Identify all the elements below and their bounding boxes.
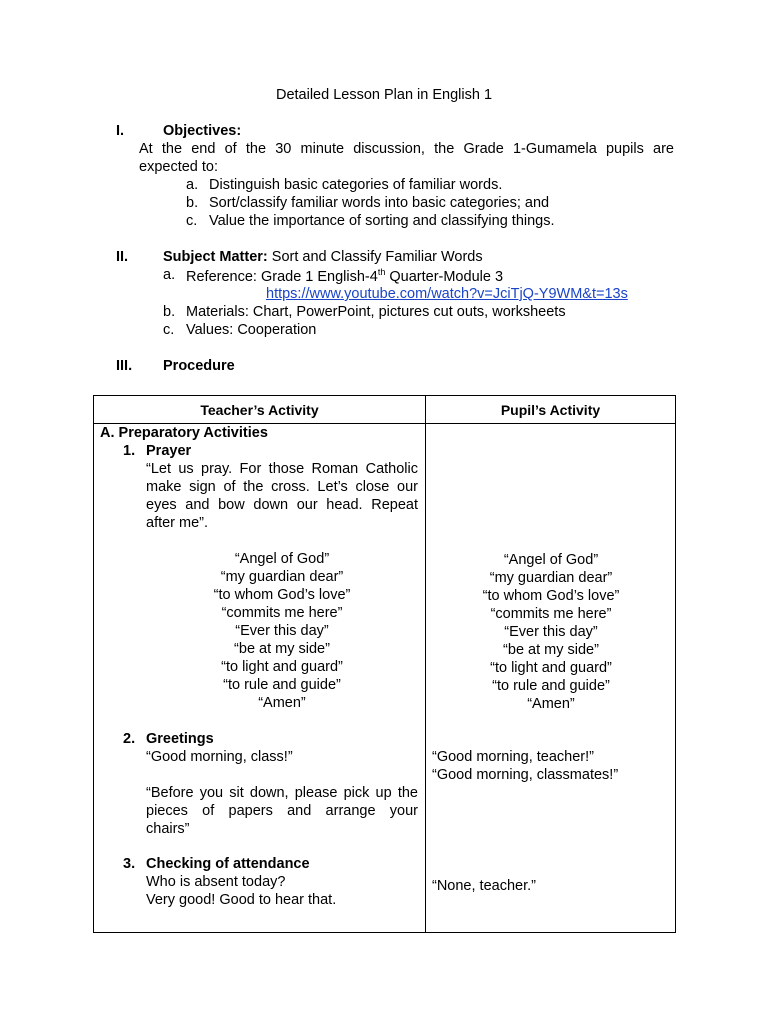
prayer-line: “Angel of God”: [234, 551, 330, 567]
reference-tail: Quarter-Module 3: [385, 268, 504, 285]
materials-letter: b.: [163, 304, 176, 320]
teacher-activity-cell: [94, 424, 426, 933]
prayer-instruction-line4: after me”.: [146, 515, 209, 531]
prayer-line: “to rule and guide”: [223, 677, 341, 693]
objectives-intro-line1: At the end of the 30 minute discussion, the Grade 1-Gumamela pupils are: [139, 141, 674, 157]
prayer-line: “to light and guard”: [490, 660, 612, 676]
pupil-greeting-classmates: “Good morning, classmates!”: [432, 767, 619, 783]
reference-line: [186, 267, 503, 285]
greetings-instruction-line3: chairs”: [146, 821, 190, 837]
prayer-instruction-line2: make sign of the cross. Let’s close our: [146, 479, 418, 495]
prayer-line: “commits me here”: [221, 605, 343, 621]
prayer-heading: Prayer: [146, 443, 192, 459]
greetings-heading: Greetings: [146, 731, 214, 747]
objective-item-letter: a.: [186, 177, 199, 193]
prayer-line: “to whom God’s love”: [213, 587, 351, 603]
prayer-line: “be at my side”: [234, 641, 330, 657]
subject-line: [163, 249, 483, 265]
table-header-row: [94, 396, 676, 424]
objective-item-text: Distinguish basic categories of familiar words.: [209, 177, 503, 193]
prayer-line: “commits me here”: [490, 606, 612, 622]
pupil-attendance-response: “None, teacher.”: [432, 878, 536, 894]
table-row: [94, 424, 676, 933]
prayer-line: “Amen”: [258, 695, 306, 711]
prayer-line: “to rule and guide”: [492, 678, 610, 694]
prayer-line: “be at my side”: [503, 642, 599, 658]
objective-item-text: Sort/classify familiar words into basic categories; and: [209, 195, 550, 211]
pupil-prayer-lines: [426, 551, 676, 713]
subject-numeral: II.: [116, 249, 129, 265]
materials-text: Materials: Chart, PowerPoint, pictures cut outs, worksheets: [186, 304, 566, 320]
objective-item-letter: b.: [186, 195, 199, 211]
prayer-instruction-line1: “Let us pray. For those Roman Catholic: [146, 461, 418, 477]
objective-item-letter: c.: [186, 213, 198, 229]
subject-heading: Subject Matter:: [163, 249, 268, 265]
prayer-line: “my guardian dear”: [489, 570, 613, 586]
section-heading: A. Preparatory Activities: [100, 425, 268, 441]
subject-value: Sort and Classify Familiar Words: [267, 249, 483, 265]
pupil-activity-header: Pupil’s Activity: [426, 396, 676, 424]
objective-item-text: Value the importance of sorting and classifying things.: [209, 213, 555, 229]
pupil-greeting-teacher: “Good morning, teacher!”: [432, 749, 594, 765]
attendance-question: Who is absent today?: [146, 874, 286, 890]
objectives-intro-line2: expected to:: [139, 159, 218, 175]
reference-link[interactable]: https://www.youtube.com/watch?v=JciTjQ-Y9WM&t=13s: [266, 286, 628, 302]
values-letter: c.: [163, 322, 175, 338]
prayer-line: “Amen”: [527, 696, 575, 712]
teacher-prayer-lines: [146, 550, 418, 712]
procedure-numeral: III.: [116, 358, 133, 374]
attendance-number: 3.: [123, 856, 136, 872]
prayer-line: “to light and guard”: [221, 659, 343, 675]
greetings-teacher-line: “Good morning, class!”: [146, 749, 293, 765]
prayer-line: “Ever this day”: [504, 624, 598, 640]
reference-letter: a.: [163, 267, 176, 283]
objectives-heading: Objectives:: [163, 123, 242, 139]
objectives-numeral: I.: [116, 123, 125, 139]
values-text: Values: Cooperation: [186, 322, 317, 338]
greetings-instruction-line2: pieces of papers and arrange your: [146, 803, 418, 819]
document-title: Detailed Lesson Plan in English 1: [275, 87, 493, 103]
prayer-line: “to whom God’s love”: [482, 588, 620, 604]
prayer-line: “Ever this day”: [235, 623, 329, 639]
reference-text: Reference: Grade 1 English-4: [186, 268, 378, 285]
greetings-instruction-line1: “Before you sit down, please pick up the: [146, 785, 418, 801]
procedure-heading: Procedure: [163, 358, 235, 374]
prayer-number: 1.: [123, 443, 136, 459]
procedure-table: [93, 395, 676, 933]
reference-superscript: th: [377, 267, 386, 277]
greetings-number: 2.: [123, 731, 136, 747]
attendance-response: Very good! Good to hear that.: [146, 892, 337, 908]
prayer-instruction-line3: eyes and bow down our head. Repeat: [146, 497, 418, 513]
pupil-activity-cell: [426, 424, 676, 933]
teacher-activity-header: Teacher’s Activity: [94, 396, 426, 424]
prayer-line: “Angel of God”: [503, 552, 599, 568]
attendance-heading: Checking of attendance: [146, 856, 310, 872]
prayer-line: “my guardian dear”: [220, 569, 344, 585]
